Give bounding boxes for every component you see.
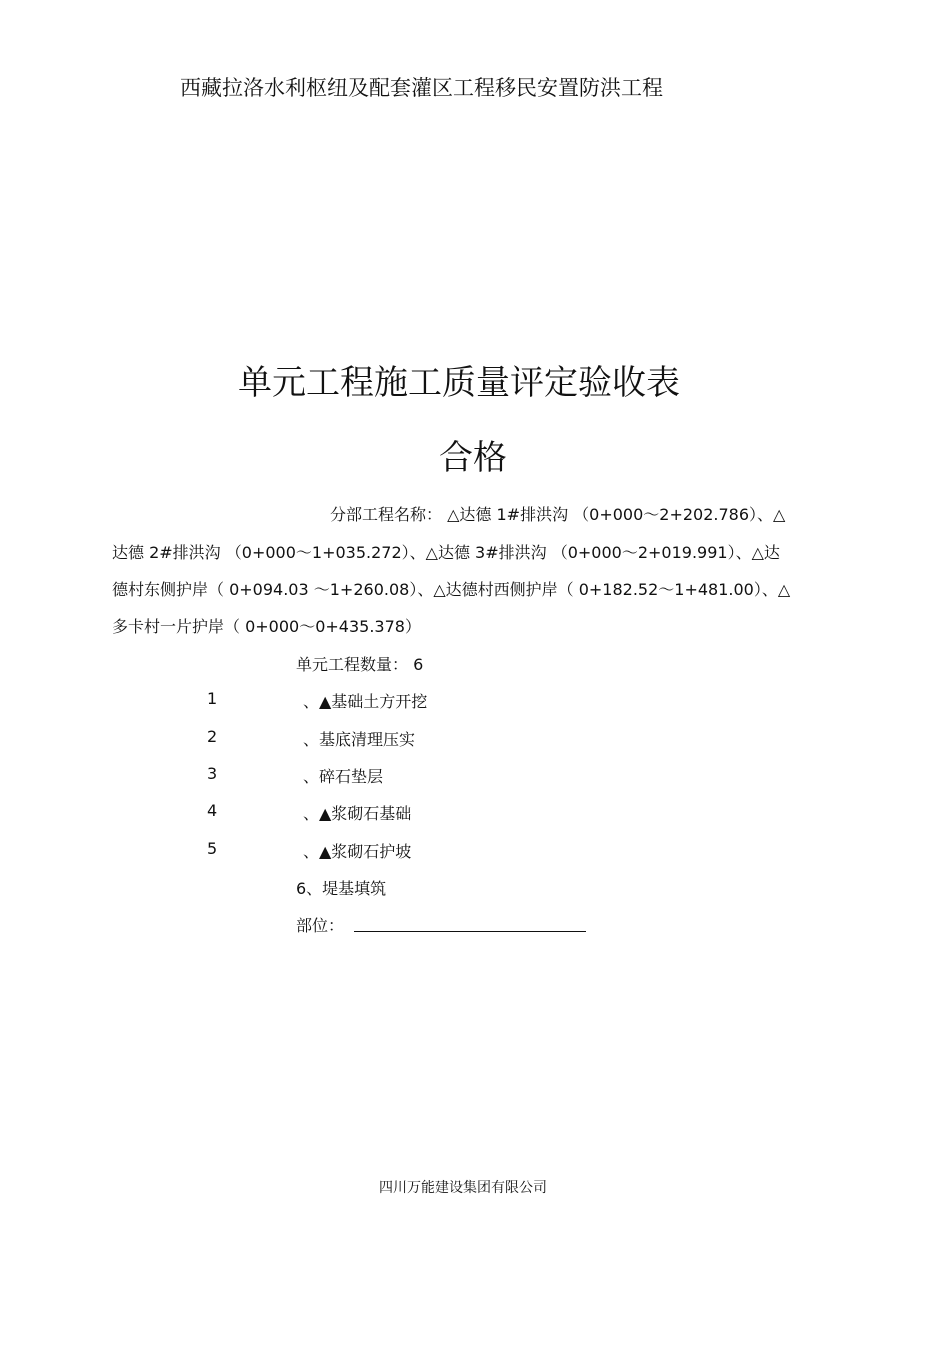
unit-number: 3 xyxy=(207,764,218,783)
unit-item: 、▲浆砌石基础 xyxy=(303,804,412,823)
unit-item: 、基底清理压实 xyxy=(303,730,416,749)
unit-number: 4 xyxy=(207,801,218,820)
division-line-2: 达德 2#排洪沟 （0+000～1+035.272）、△达德 3#排洪沟 （0+000～2+019.991）、△达 xyxy=(112,543,780,562)
location-label: 部位： xyxy=(296,916,345,935)
division-line-3: 德村东侧护岸（ 0+094.03 ～1+260.08）、△达德村西侧护岸（ 0+182.52～1+481.00）、△ xyxy=(112,580,791,599)
unit-number: 5 xyxy=(207,839,218,858)
company-name: 四川万能建设集团有限公司 xyxy=(379,1180,547,1196)
division-line-4: 多卡村一片护岸（ 0+000～0+435.378） xyxy=(112,617,421,636)
unit-item: 、碎石垫层 xyxy=(303,767,384,786)
unit-number: 1 xyxy=(207,689,218,708)
unit-item: 、▲浆砌石护坡 xyxy=(303,842,412,861)
unit-item: 6、堤基填筑 xyxy=(296,879,387,898)
unit-item: 、▲基础土方开挖 xyxy=(303,692,428,711)
division-line-1: 分部工程名称： △达德 1#排洪沟 （0+000～2+202.786）、△ xyxy=(330,505,786,524)
project-title: 西藏拉洛水利枢纽及配套灌区工程移民安置防洪工程 xyxy=(180,76,663,100)
unit-count: 单元工程数量： 6 xyxy=(296,655,424,674)
unit-number: 2 xyxy=(207,727,218,746)
location-blank-line xyxy=(354,930,586,932)
quality-result: 合格 xyxy=(439,438,507,478)
form-title: 单元工程施工质量评定验收表 xyxy=(238,363,680,403)
